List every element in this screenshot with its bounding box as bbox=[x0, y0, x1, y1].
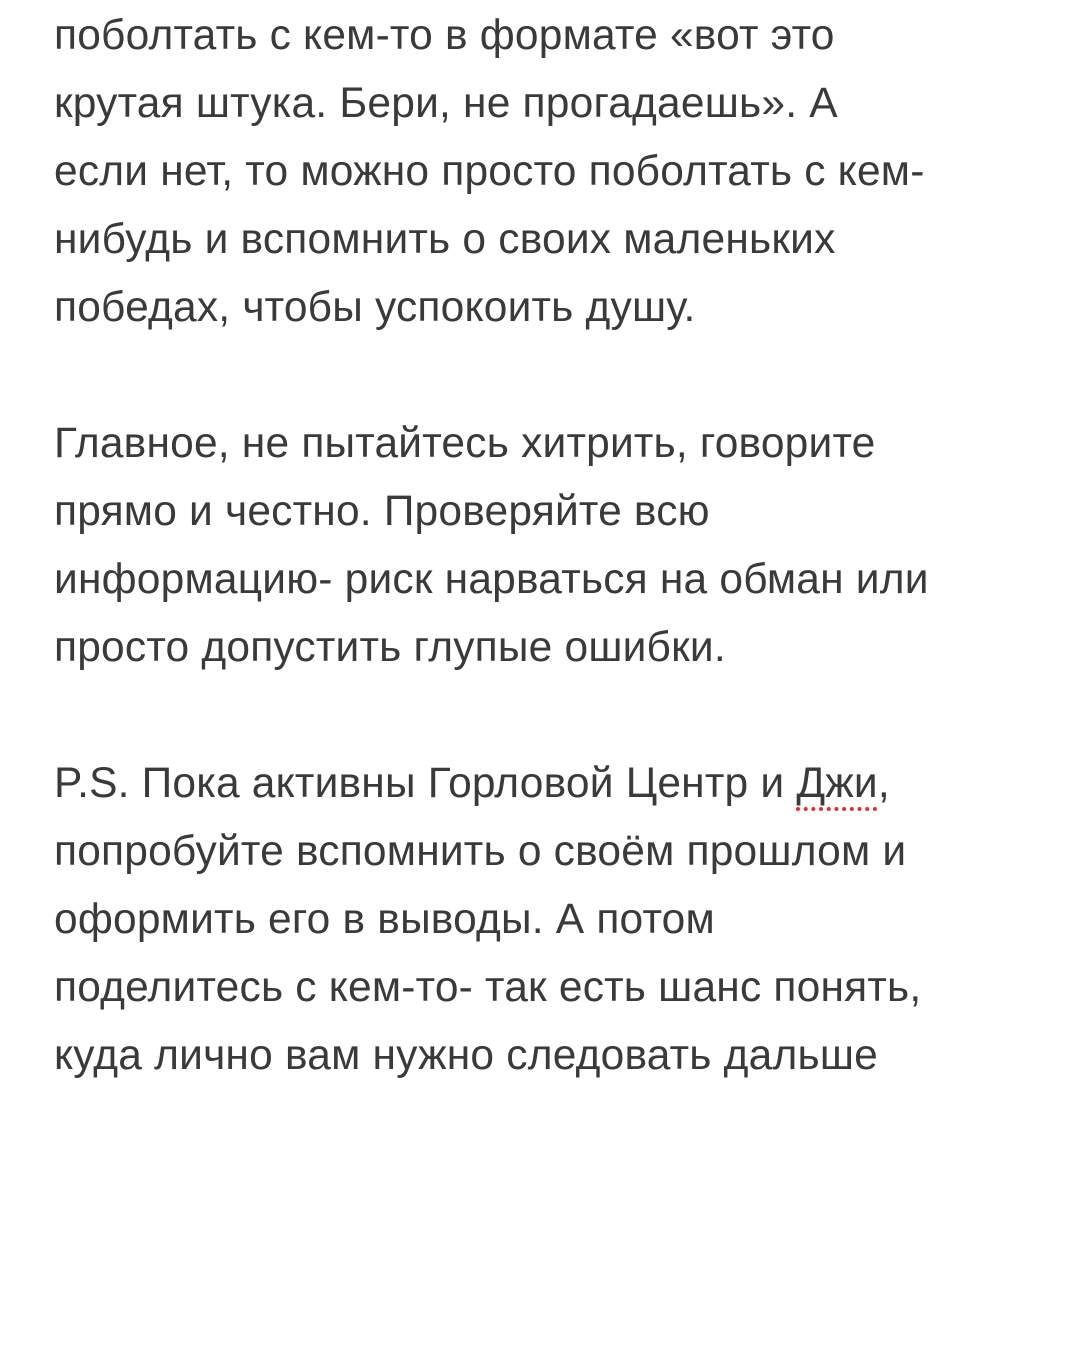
text-line: попробуйте вспомнить о своём прошлом и bbox=[54, 828, 907, 875]
text-line: оформить его в выводы. А потом bbox=[54, 896, 715, 943]
text-line: победах, чтобы успокоить душу. bbox=[54, 284, 696, 331]
paragraph-1 bbox=[54, 2, 1060, 342]
text-line: просто допустить глупые ошибки. bbox=[54, 624, 726, 671]
paragraph-2 bbox=[54, 410, 1060, 682]
text-line: крутая штука. Бери, не прогадаешь». А bbox=[54, 80, 838, 127]
empty-line bbox=[54, 342, 1060, 410]
text-line: нибудь и вспомнить о своих маленьких bbox=[54, 216, 836, 263]
empty-line bbox=[54, 682, 1060, 750]
text-line: поболтать с кем-то в формате «вот это bbox=[54, 12, 835, 59]
text-line: информацию- риск нарваться на обман или bbox=[54, 556, 929, 603]
text-line bbox=[54, 750, 1060, 818]
text-segment: P.S. Пока активны Горловой Центр и bbox=[54, 760, 797, 807]
paragraph-3 bbox=[54, 750, 1060, 1090]
text-segment: , bbox=[877, 760, 890, 807]
text-line: прямо и честно. Проверяйте всю bbox=[54, 488, 710, 535]
misspelled-word[interactable]: Джи bbox=[796, 760, 878, 807]
text-line: Главное, не пытайтесь хитрить, говорите bbox=[54, 420, 876, 467]
text-line: поделитесь с кем-то- так есть шанс понять, bbox=[54, 964, 922, 1011]
text-line: куда лично вам нужно следовать дальше bbox=[54, 1032, 878, 1079]
text-line: если нет, то можно просто поболтать с кем- bbox=[54, 148, 925, 195]
